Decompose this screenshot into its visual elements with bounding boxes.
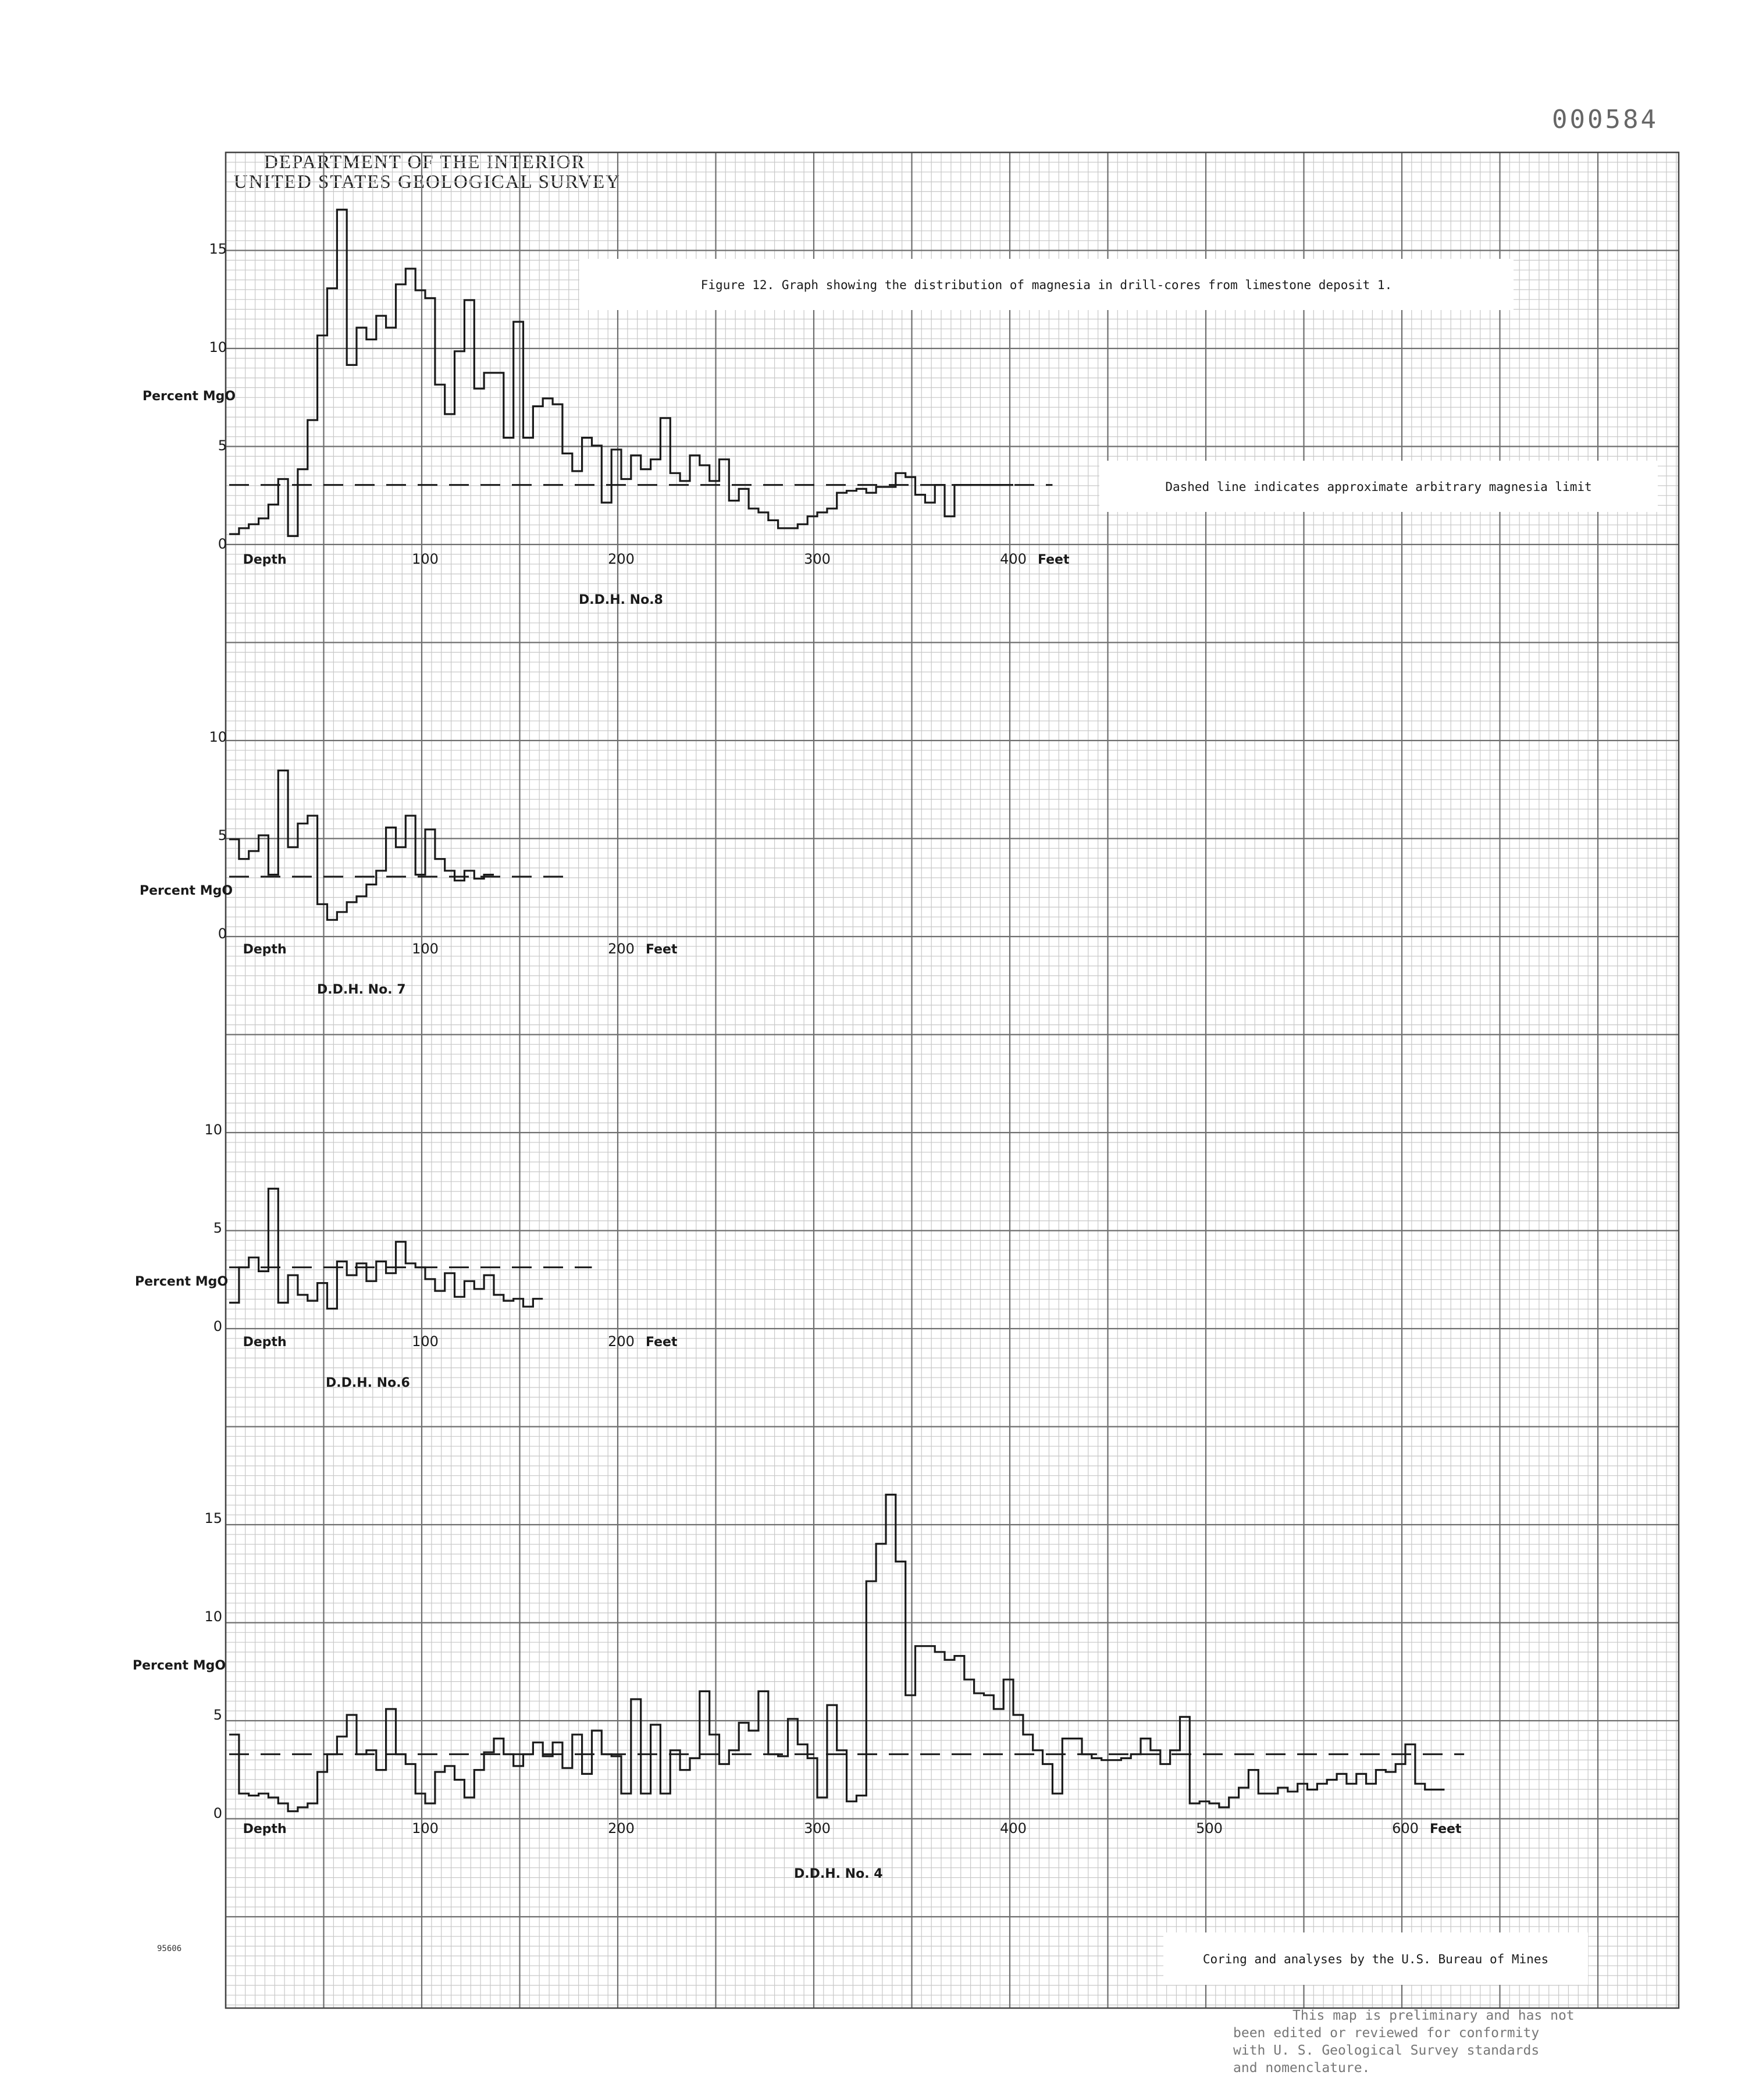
x-unit-label: Feet <box>1430 1822 1462 1836</box>
y-axis-label: Percent MgO <box>140 884 233 898</box>
dashed-line-note: Dashed line indicates approximate arbitrary magnesia limit <box>1165 480 1592 494</box>
x-tick-label: 300 <box>804 1820 831 1836</box>
disclaimer-line-1: This map is preliminary and has not <box>1292 2008 1575 2023</box>
depth-label: Depth <box>243 1822 287 1836</box>
mgo-step-series <box>229 1494 1444 1811</box>
x-tick-label: 100 <box>412 941 439 957</box>
header-line-1: DEPARTMENT OF THE INTERIOR <box>264 152 586 173</box>
drill-hole-label: D.D.H. No. 7 <box>317 983 406 997</box>
x-tick-label: 200 <box>608 941 635 957</box>
x-tick-label: 200 <box>608 1333 635 1350</box>
y-tick-label: 0 <box>218 926 227 942</box>
mgo-step-series <box>229 209 1013 536</box>
y-tick-label: 5 <box>213 1707 222 1723</box>
disclaimer-line-3: with U. S. Geological Survey standards <box>1233 2043 1540 2058</box>
y-tick-label: 10 <box>209 339 227 355</box>
y-tick-label: 5 <box>218 827 227 843</box>
y-tick-label: 15 <box>204 1510 222 1526</box>
x-tick-label: 200 <box>608 551 635 567</box>
graph-paper-grid <box>226 152 1679 2008</box>
x-tick-label: 600 <box>1392 1820 1419 1836</box>
y-tick-label: 10 <box>204 1608 222 1625</box>
grid-minor-lines <box>226 152 1679 2008</box>
drill-hole-label: D.D.H. No.8 <box>579 593 663 607</box>
header-line-2: UNITED STATES GEOLOGICAL SURVEY <box>234 172 621 193</box>
y-tick-label: 0 <box>218 536 227 552</box>
y-axis-label: Percent MgO <box>135 1275 229 1289</box>
x-tick-label: 100 <box>412 1820 439 1836</box>
x-tick-label: 200 <box>608 1820 635 1836</box>
figure-caption: Figure 12. Graph showing the distribution of magnesia in drill-cores from limestone deposit 1. <box>700 278 1393 292</box>
y-tick-label: 10 <box>209 729 227 745</box>
document-number: 95606 <box>157 1944 182 1953</box>
x-unit-label: Feet <box>1038 553 1070 567</box>
sheet-number-stamp: 000584 <box>1552 105 1658 134</box>
x-tick-label: 400 <box>1000 551 1027 567</box>
y-tick-label: 10 <box>204 1122 222 1138</box>
depth-label: Depth <box>243 553 287 567</box>
y-axis-label: Percent MgO <box>133 1658 226 1673</box>
x-tick-label: 400 <box>1000 1820 1027 1836</box>
x-unit-label: Feet <box>646 1335 678 1350</box>
mgo-step-series <box>229 1188 543 1308</box>
disclaimer-line-4: and nomenclature. <box>1233 2060 1370 2076</box>
x-tick-label: 100 <box>412 1333 439 1350</box>
drill-hole-label: D.D.H. No. 4 <box>794 1867 883 1881</box>
y-tick-label: 5 <box>213 1220 222 1236</box>
label-boxes <box>579 259 1658 1985</box>
y-tick-label: 15 <box>209 241 227 257</box>
credit-note: Coring and analyses by the U.S. Bureau of Mines <box>1202 1952 1549 1966</box>
y-axis-label: Percent MgO <box>143 389 236 404</box>
x-tick-label: 100 <box>412 551 439 567</box>
x-tick-label: 300 <box>804 551 831 567</box>
depth-label: Depth <box>243 1335 287 1350</box>
y-tick-label: 0 <box>213 1318 222 1334</box>
panel-2 <box>140 729 678 997</box>
depth-label: Depth <box>243 942 287 957</box>
x-unit-label: Feet <box>646 942 678 957</box>
drill-hole-label: D.D.H. No.6 <box>326 1376 410 1390</box>
y-tick-label: 0 <box>213 1805 222 1821</box>
x-tick-label: 500 <box>1196 1820 1223 1836</box>
y-tick-label: 5 <box>218 437 227 454</box>
disclaimer-line-2: been edited or reviewed for conformity <box>1233 2026 1540 2041</box>
